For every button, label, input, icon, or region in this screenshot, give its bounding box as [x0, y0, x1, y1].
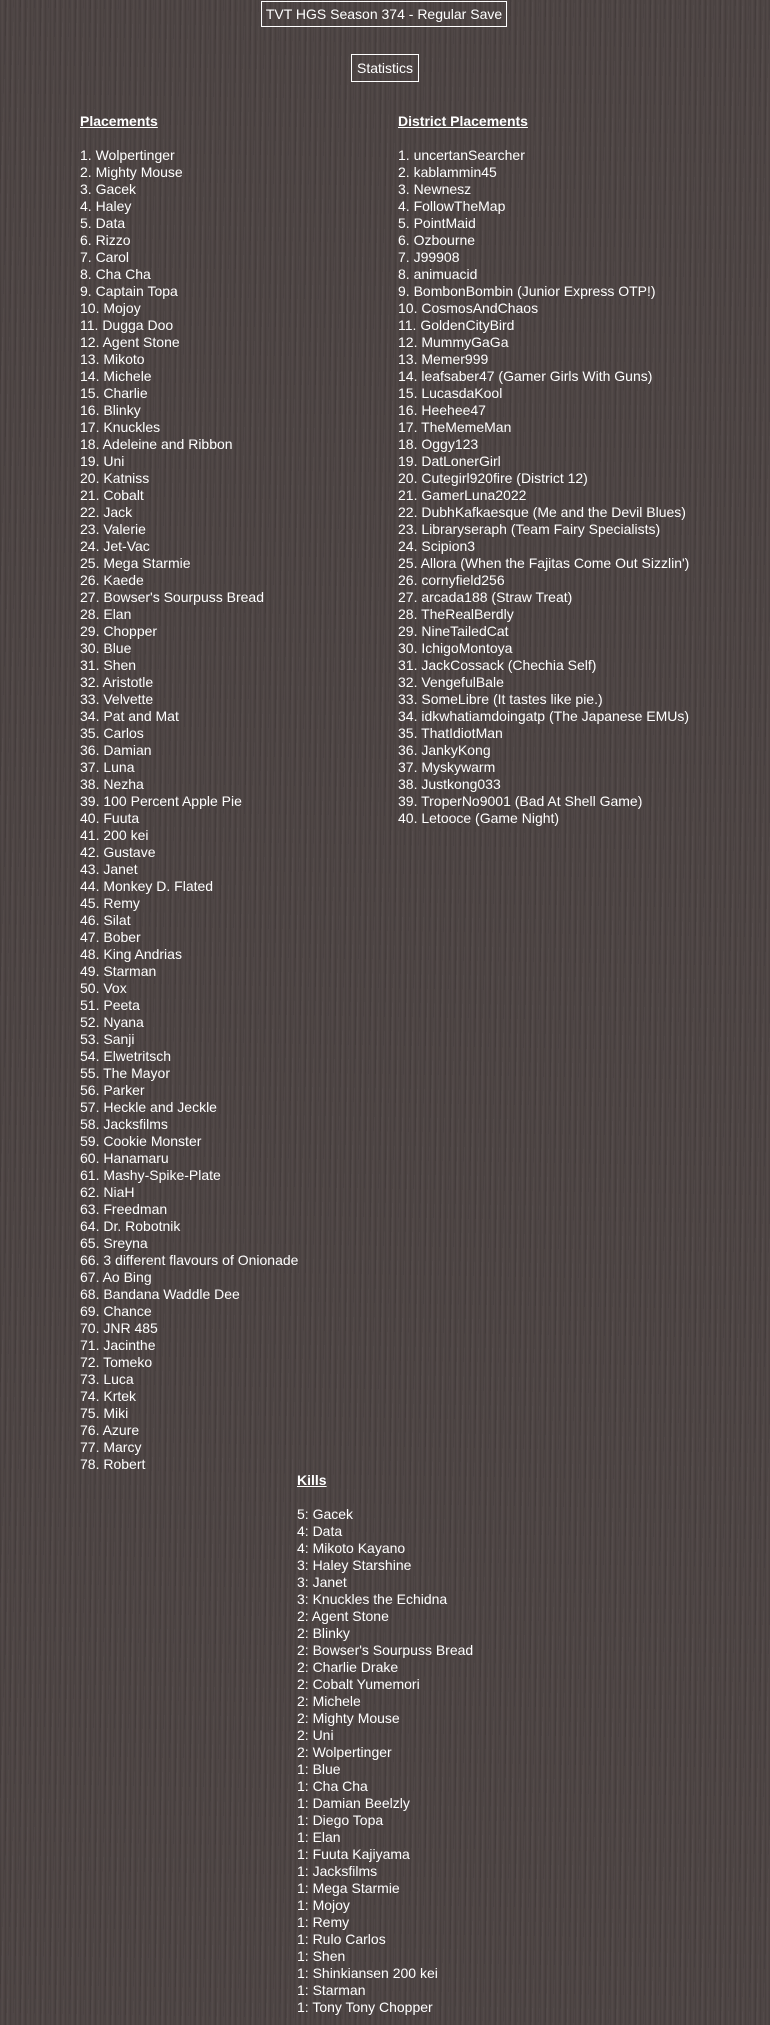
list-item: 78. Robert — [80, 1456, 146, 1472]
list-item: 1: Starman — [297, 1982, 366, 1998]
list-item: 3. Gacek — [80, 181, 137, 197]
list-item: 25. Allora (When the Fajitas Come Out Sizzlin') — [398, 555, 690, 571]
list-item: 16. Heehee47 — [398, 402, 486, 418]
list-item: 68. Bandana Waddle Dee — [80, 1286, 240, 1302]
list-item: 26. cornyfield256 — [398, 572, 505, 588]
list-item: 52. Nyana — [80, 1014, 144, 1030]
list-item: 1: Mojoy — [297, 1897, 350, 1913]
list-item: 9. BombonBombin (Junior Express OTP!) — [398, 283, 656, 299]
list-item: 1: Fuuta Kajiyama — [297, 1846, 410, 1862]
list-item: 12. Agent Stone — [80, 334, 180, 350]
list-item: 33. SomeLibre (It tastes like pie.) — [398, 691, 603, 707]
list-item: 5: Gacek — [297, 1506, 354, 1522]
list-item: 1: Cha Cha — [297, 1778, 368, 1794]
list-item: 75. Miki — [80, 1405, 129, 1421]
district-placements-section — [398, 113, 689, 827]
list-item: 34. idkwhatiamdoingatp (The Japanese EMUs) — [398, 708, 690, 724]
list-item: 56. Parker — [80, 1082, 145, 1098]
list-item: 36. JankyKong — [398, 742, 491, 758]
list-item: 70. JNR 485 — [80, 1320, 158, 1336]
list-item: 19. DatLonerGirl — [398, 453, 501, 469]
list-item: 33. Velvette — [80, 691, 154, 707]
placements-section — [80, 113, 298, 1473]
list-item: 18. Adeleine and Ribbon — [80, 436, 233, 452]
list-item: 13. Memer999 — [398, 351, 489, 367]
list-item: 1: Remy — [297, 1914, 350, 1930]
list-item: 61. Mashy-Spike-Plate — [80, 1167, 221, 1183]
list-item: 1. uncertanSearcher — [398, 147, 525, 163]
kills-list — [297, 1506, 473, 2016]
list-item: 3: Janet — [297, 1574, 347, 1590]
list-item: 28. TheRealBerdly — [398, 606, 514, 622]
list-item: 63. Freedman — [80, 1201, 168, 1217]
list-item: 6. Rizzo — [80, 232, 131, 248]
list-item: 14. Michele — [80, 368, 152, 384]
list-item: 29. NineTailedCat — [398, 623, 509, 639]
list-item: 2. kablammin45 — [398, 164, 497, 180]
list-item: 72. Tomeko — [80, 1354, 153, 1370]
list-item: 37. Myskywarm — [398, 759, 496, 775]
list-item: 2: Mighty Mouse — [297, 1710, 400, 1726]
list-item: 50. Vox — [80, 980, 127, 996]
list-item: 21. GamerLuna2022 — [398, 487, 527, 503]
list-item: 77. Marcy — [80, 1439, 142, 1455]
list-item: 1: Elan — [297, 1829, 341, 1845]
list-item: 39. 100 Percent Apple Pie — [80, 793, 242, 809]
list-item: 21. Cobalt — [80, 487, 144, 503]
list-item: 46. Silat — [80, 912, 131, 928]
list-item: 10. Mojoy — [80, 300, 141, 316]
list-item: 7. J99908 — [398, 249, 460, 265]
list-item: 7. Carol — [80, 249, 130, 265]
list-item: 47. Bober — [80, 929, 141, 945]
list-item: 26. Kaede — [80, 572, 144, 588]
list-item: 41. 200 kei — [80, 827, 149, 843]
statistics-button[interactable]: Statistics — [351, 54, 419, 82]
list-item: 1: Blue — [297, 1761, 341, 1777]
list-item: 2: Bowser's Sourpuss Bread — [297, 1642, 474, 1658]
list-item: 19. Uni — [80, 453, 125, 469]
list-item: 66. 3 different flavours of Onionade — [80, 1252, 299, 1268]
list-item: 44. Monkey D. Flated — [80, 878, 214, 894]
list-item: 11. GoldenCityBird — [398, 317, 515, 333]
list-item: 29. Chopper — [80, 623, 158, 639]
list-item: 4: Data — [297, 1523, 343, 1539]
list-item: 17. TheMemeMan — [398, 419, 512, 435]
list-item: 53. Sanji — [80, 1031, 135, 1047]
list-item: 2: Michele — [297, 1693, 361, 1709]
list-item: 38. Justkong033 — [398, 776, 501, 792]
list-item: 73. Luca — [80, 1371, 134, 1387]
list-item: 40. Fuuta — [80, 810, 140, 826]
list-item: 67. Ao Bing — [80, 1269, 152, 1285]
list-item: 20. Katniss — [80, 470, 150, 486]
list-item: 35. ThatIdiotMan — [398, 725, 503, 741]
list-item: 3: Haley Starshine — [297, 1557, 412, 1573]
list-item: 2: Wolpertinger — [297, 1744, 392, 1760]
list-item: 3. Newnesz — [398, 181, 472, 197]
list-item: 24. Jet-Vac — [80, 538, 150, 554]
list-item: 4: Mikoto Kayano — [297, 1540, 406, 1556]
list-item: 2: Agent Stone — [297, 1608, 389, 1624]
list-item: 2. Mighty Mouse — [80, 164, 183, 180]
list-item: 60. Hanamaru — [80, 1150, 169, 1166]
list-item: 30. IchigoMontoya — [398, 640, 513, 656]
list-item: 13. Mikoto — [80, 351, 145, 367]
list-item: 23. Libraryseraph (Team Fairy Specialists) — [398, 521, 661, 537]
list-item: 2: Cobalt Yumemori — [297, 1676, 420, 1692]
list-item: 36. Damian — [80, 742, 152, 758]
list-item: 1: Shen — [297, 1948, 346, 1964]
list-item: 2: Charlie Drake — [297, 1659, 399, 1675]
list-item: 45. Remy — [80, 895, 140, 911]
kills-heading: Kills — [297, 1472, 327, 1488]
list-item: 18. Oggy123 — [398, 436, 479, 452]
list-item: 32. VengefulBale — [398, 674, 504, 690]
list-item: 1. Wolpertinger — [80, 147, 175, 163]
list-item: 1: Diego Topa — [297, 1812, 384, 1828]
list-item: 2: Blinky — [297, 1625, 350, 1641]
list-item: 6. Ozbourne — [398, 232, 476, 248]
list-item: 57. Heckle and Jeckle — [80, 1099, 217, 1115]
list-item: 1: Shinkiansen 200 kei — [297, 1965, 438, 1981]
list-item: 64. Dr. Robotnik — [80, 1218, 181, 1234]
list-item: 1: Jacksfilms — [297, 1863, 378, 1879]
list-item: 24. Scipion3 — [398, 538, 476, 554]
list-item: 14. leafsaber47 (Gamer Girls With Guns) — [398, 368, 653, 384]
list-item: 4. FollowTheMap — [398, 198, 506, 214]
list-item: 69. Chance — [80, 1303, 152, 1319]
list-item: 54. Elwetritsch — [80, 1048, 172, 1064]
list-item: 27. arcada188 (Straw Treat) — [398, 589, 573, 605]
list-item: 31. JackCossack (Chechia Self) — [398, 657, 597, 673]
list-item: 30. Blue — [80, 640, 132, 656]
list-item: 15. Charlie — [80, 385, 148, 401]
list-item: 62. NiaH — [80, 1184, 135, 1200]
list-item: 71. Jacinthe — [80, 1337, 156, 1353]
list-item: 27. Bowser's Sourpuss Bread — [80, 589, 264, 605]
list-item: 55. The Mayor — [80, 1065, 171, 1081]
list-item: 22. DubhKafkaesque (Me and the Devil Blues) — [398, 504, 686, 520]
list-item: 65. Sreyna — [80, 1235, 148, 1251]
list-item: 23. Valerie — [80, 521, 146, 537]
list-item: 39. TroperNo9001 (Bad At Shell Game) — [398, 793, 643, 809]
list-item: 3: Knuckles the Echidna — [297, 1591, 448, 1607]
list-item: 74. Krtek — [80, 1388, 137, 1404]
list-item: 31. Shen — [80, 657, 137, 673]
list-item: 1: Damian Beelzly — [297, 1795, 410, 1811]
list-item: 40. Letooce (Game Night) — [398, 810, 560, 826]
list-item: 4. Haley — [80, 198, 132, 214]
list-item: 15. LucasdaKool — [398, 385, 503, 401]
list-item: 1: Tony Tony Chopper — [297, 1999, 433, 2015]
list-item: 8. animuacid — [398, 266, 478, 282]
kills-section — [297, 1472, 473, 2016]
list-item: 76. Azure — [80, 1422, 140, 1438]
list-item: 9. Captain Topa — [80, 283, 178, 299]
list-item: 49. Starman — [80, 963, 157, 979]
list-item: 37. Luna — [80, 759, 135, 775]
placements-heading: Placements — [80, 113, 158, 129]
list-item: 38. Nezha — [80, 776, 144, 792]
list-item: 32. Aristotle — [80, 674, 154, 690]
district-placements-list — [398, 147, 689, 827]
list-item: 12. MummyGaGa — [398, 334, 509, 350]
list-item: 16. Blinky — [80, 402, 141, 418]
placements-list — [80, 147, 298, 1473]
list-item: 35. Carlos — [80, 725, 144, 741]
list-item: 11. Dugga Doo — [80, 317, 174, 333]
list-item: 25. Mega Starmie — [80, 555, 191, 571]
list-item: 59. Cookie Monster — [80, 1133, 202, 1149]
list-item: 1: Mega Starmie — [297, 1880, 400, 1896]
list-item: 5. PointMaid — [398, 215, 476, 231]
district-placements-heading: District Placements — [398, 113, 528, 129]
list-item: 8. Cha Cha — [80, 266, 151, 282]
list-item: 1: Rulo Carlos — [297, 1931, 386, 1947]
list-item: 17. Knuckles — [80, 419, 161, 435]
list-item: 51. Peeta — [80, 997, 140, 1013]
season-title-button[interactable]: TVT HGS Season 374 - Regular Save — [261, 1, 507, 27]
list-item: 22. Jack — [80, 504, 133, 520]
list-item: 48. King Andrias — [80, 946, 182, 962]
list-item: 28. Elan — [80, 606, 132, 622]
list-item: 20. Cutegirl920fire (District 12) — [398, 470, 588, 486]
list-item: 43. Janet — [80, 861, 138, 877]
list-item: 34. Pat and Mat — [80, 708, 179, 724]
list-item: 5. Data — [80, 215, 126, 231]
list-item: 42. Gustave — [80, 844, 156, 860]
list-item: 2: Uni — [297, 1727, 334, 1743]
list-item: 58. Jacksfilms — [80, 1116, 168, 1132]
list-item: 10. CosmosAndChaos — [398, 300, 539, 316]
